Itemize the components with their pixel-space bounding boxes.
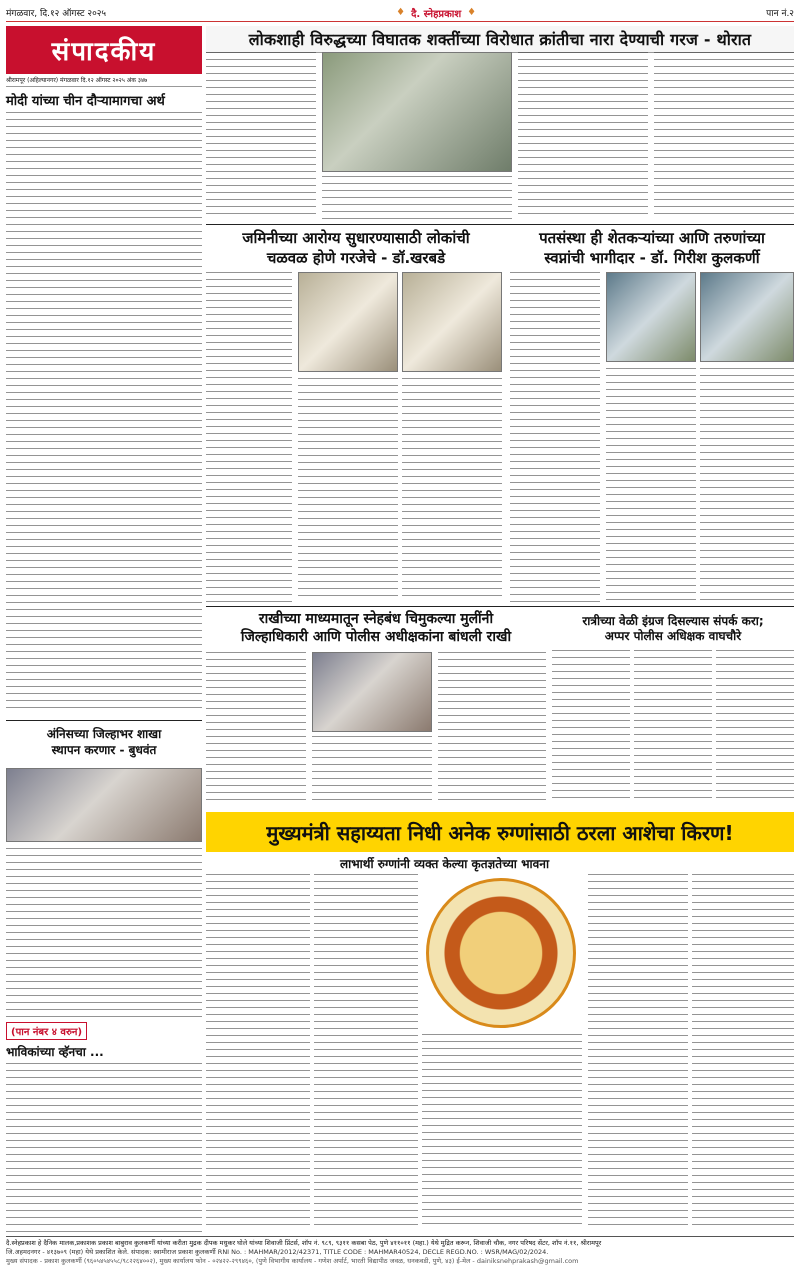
story-kharbade-headline-line2: चळवळ होणे गरजेचे - डॉ.खरबडे (266, 249, 446, 267)
story-rakhi-col1 (206, 652, 306, 804)
imprint-line2: जि.अहमदनगर - ४१३७०९ (महा) येथे प्रकाशित केले. संपादक: स्वामीराज प्रकाश कुलकर्णी RNI No. : MAHMAR/2012/42371, TITLE CODE : MAHMAR40524, DECLE REGD.NO. : WSR/MAG/02/2024. (6, 1248, 549, 1256)
editorial-body (6, 112, 202, 712)
paper-name-block (396, 6, 476, 20)
cm-fund-col3 (422, 1034, 582, 1230)
cm-fund-col5 (692, 874, 794, 1230)
continued-body (6, 1063, 202, 1233)
story-waghchaure-col3 (716, 650, 794, 804)
continued-headline: भाविकांच्या व्हॅनचा ... (6, 1045, 104, 1059)
paper-name: दै. स्नेहप्रकाश (411, 8, 462, 20)
anis-headline-line2: स्थापन करणार - बुधवंत (51, 743, 157, 757)
story-thorat-col1 (206, 52, 316, 220)
lamp-icon: ♦ (467, 7, 477, 18)
story-waghchaure-headline-line1: रात्रीच्या वेळी इंग्रज दिसल्यास संपर्क करा; (582, 614, 764, 628)
story-thorat (206, 26, 794, 53)
imprint-footer (6, 1236, 794, 1266)
anis-headline-line1: अंनिसच्या जिल्हाभर शाखा (46, 727, 162, 741)
continued-story (6, 1020, 202, 1233)
story-kharbade-photo1 (298, 272, 398, 372)
editorial-masthead: संपादकीय (6, 26, 202, 74)
story-thorat-col2 (518, 52, 648, 220)
cm-fund-subheadline: लाभार्थी रुग्णांनी व्यक्त केल्या कृतज्ञतेच्या भावना (340, 857, 550, 871)
story-kulkarni-photo1 (606, 272, 696, 362)
story-kulkarni-headline (510, 228, 794, 268)
story-kharbade-headline (206, 228, 506, 268)
story-rakhi-col2 (312, 736, 432, 804)
story-thorat-col3 (654, 52, 794, 220)
page-number: पान नं.२ (766, 9, 794, 19)
story-rakhi-headline (206, 610, 546, 646)
story-kulkarni-headline-line2: स्वप्नांची भागीदार - डॉ. गिरीश कुलकर्णी (544, 249, 760, 267)
story-rakhi-col3 (438, 652, 546, 804)
cm-fund-emblem (426, 878, 576, 1028)
story-kharbade-col1 (206, 272, 292, 602)
story-waghchaure-headline-line2: अप्पर पोलीस अधिक्षक वाघचौरे (604, 629, 742, 643)
story-thorat-headline: लोकशाही विरुद्धच्या विघातक शक्तींच्या विरोधात क्रांतीचा नारा देण्याची गरज - थोरात (206, 26, 794, 53)
continued-tag: (पान नंबर ४ वरुन) (6, 1022, 87, 1040)
story-kharbade-headline-line1: जमिनीच्या आरोग्य सुधारण्यासाठी लोकांची (242, 229, 470, 247)
story-kulkarni-col2 (606, 368, 696, 602)
story-waghchaure-headline (552, 614, 794, 644)
story-rakhi-photo (312, 652, 432, 732)
story-rakhi-headline-line1: राखीच्या माध्यमातून स्नेहबंध चिमुकल्या मुलींनी (258, 611, 494, 627)
story-kharbade-col2 (298, 378, 398, 602)
imprint-line3: मुख्य संपादक - प्रकाश कुलकर्णी (९६०५४५४५५८/९८२२६४००२), मुख्य कार्यालय फोन - ०२४२२-२९९४६०, (पुणे विभागीय कार्यालय - गणेश अर्पार्ट, भारती विद्यापीठ जवळ, धनकवडी, पुणे, ४३) ई-मेल - dainiksnehprakash@gmail.com (6, 1257, 579, 1265)
cm-fund-col4 (588, 874, 688, 1230)
story-kulkarni-headline-line1: पतसंस्था ही शेतकऱ्यांच्या आणि तरुणांच्या (539, 229, 765, 247)
top-bar (6, 4, 794, 22)
story-rakhi-headline-line2: जिल्हाधिकारी आणि पोलीस अधीक्षकांना बांधली राखी (240, 629, 512, 645)
cm-fund-banner: मुख्यमंत्री सहाय्यता निधी अनेक रुग्णांसाठी ठरला आशेचा किरण! (206, 812, 794, 852)
story-thorat-photo (322, 52, 512, 172)
cm-fund-col2 (314, 874, 418, 1230)
cm-fund-col1 (206, 874, 310, 1230)
imprint-line1: दै.स्नेहप्रकाश हे दैनिक मालक,प्रकाशक प्रकाश बाबुराव कुलकर्णी यांच्या करीता मुद्रक दीपक मधुकर घोले यांच्या शिवाजी प्रिंटर्स, शॉप नं. ९८९, ९३११ कसबा पेठ, पुणे ४११०११ (महा.) येथे मुद्रित करून, शिवाजी चौक, नगर परिषद सेंटर, शॉप नं.११, श्रीरामपूर (6, 1239, 602, 1247)
story-kharbade-col3 (402, 378, 502, 602)
anis-body (6, 848, 202, 1018)
editorial-title: मोदी यांच्या चीन दौऱ्यामागचा अर्थ (6, 94, 165, 109)
lamp-icon: ♦ (396, 7, 406, 18)
anis-headline (6, 726, 202, 758)
story-waghchaure-col2 (634, 650, 712, 804)
issue-date: मंगळवार, दि.१२ ऑगस्ट २०२५ (6, 9, 107, 19)
story-kulkarni-photo2 (700, 272, 794, 362)
story-waghchaure-col1 (552, 650, 630, 804)
story-kulkarni-col1 (510, 272, 600, 602)
story-kharbade-photo2 (402, 272, 502, 372)
story-thorat-caption (322, 176, 512, 220)
editorial-dateline: श्रीरामपूर (अहिल्यानगर) मंगळवार दि.१२ ऑगस्ट २०२५ अंक ३४७ (6, 74, 202, 87)
story-kulkarni-col3 (700, 368, 794, 602)
anis-photo (6, 768, 202, 842)
